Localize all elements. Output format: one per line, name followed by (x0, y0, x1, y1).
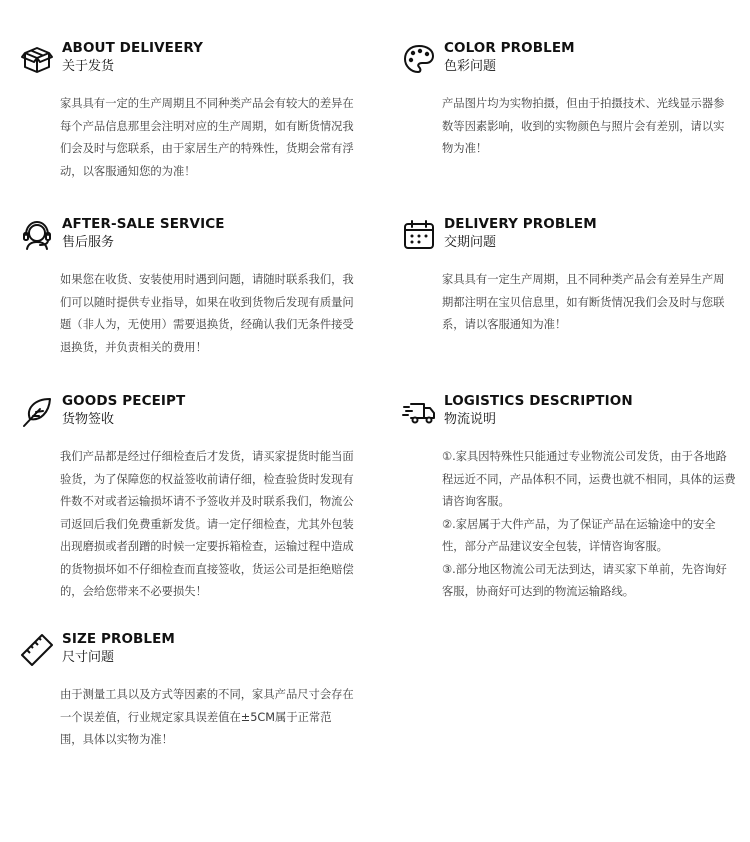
section-body (442, 446, 736, 604)
section-title-en: DELIVERY PROBLEM (444, 216, 597, 232)
section-title-zh: 物流说明 (444, 412, 497, 427)
section-title-zh: 交期问题 (444, 235, 497, 250)
palette-icon (402, 42, 436, 76)
list-item: ②.家居属于大件产品，为了保证产品在运输途中的安全性，部分产品建议安全包装，详情咨询客服。 (442, 517, 716, 553)
section-title-en: GOODS PECEIPT (62, 393, 186, 409)
section-title-en: AFTER-SALE SERVICE (62, 216, 225, 232)
section-title-zh: 尺寸问题 (62, 650, 115, 665)
section-title-en: COLOR PROBLEM (444, 40, 575, 56)
list-item: ③.部分地区物流公司无法到达，请买家下单前，先咨询好客服，协商好可达到的物流运输路线。 (442, 562, 727, 598)
section-title-zh: 色彩问题 (444, 59, 497, 74)
section-delivery (20, 40, 360, 183)
section-body: 家具具有一定生产周期，且不同种类产品会有差异生产周期都注明在宝贝信息里，如有断货情况我们会及时与您联系，请以客服通知为准！ (442, 273, 725, 331)
section-logistics (402, 393, 738, 604)
section-delivery-problem (402, 216, 738, 337)
section-size (20, 631, 360, 752)
section-title-en: SIZE PROBLEM (62, 631, 175, 647)
section-title-zh: 关于发货 (62, 59, 115, 74)
list-item: ①.家具因特殊性只能通过专业物流公司发货，由于各地路程远近不同，产品体积不同，运费也就不相同，具体的运费请咨询客服。 (442, 450, 736, 508)
section-title-zh: 售后服务 (62, 235, 115, 250)
ruler-icon (20, 633, 54, 667)
section-body: 如果您在收货、安装使用时遇到问题，请随时联系我们，我们可以随时提供专业指导，如果在收到货物后发现有质量问题（非人为，无使用）需要退换货，经确认我们无条件接受退换货，并负责相关的费用！ (60, 273, 354, 354)
headset-icon (20, 218, 54, 252)
section-goods (20, 393, 365, 604)
box-icon (20, 42, 54, 76)
section-aftersale (20, 216, 360, 359)
calendar-icon (402, 218, 436, 252)
section-body: 我们产品都是经过仔细检查后才发货，请买家提货时能当面验货，为了保障您的权益签收前请仔细，检查验货时发现有件数不对或者运输损坏请不予签收并及时联系我们，物流公司返回后我们免费重新发货。请一定仔细检查，尤其外包装出现磨损或者刮蹭的时候一定要拆箱检查，运输过程中造成的货物损坏如不仔细检查而直接签收，货运公司是拒绝赔偿的，会给您带来不必要损失！ (60, 450, 354, 598)
section-title-zh: 货物签收 (62, 412, 115, 427)
feather-icon (20, 395, 54, 429)
section-body: 由于测量工具以及方式等因素的不同，家具产品尺寸会存在一个误差值，行业规定家具误差值在±5CM属于正常范围，具体以实物为准！ (60, 688, 354, 746)
section-body: 产品图片均为实物拍摄，但由于拍摄技术、光线显示器参数等因素影响，收到的实物颜色与照片会有差别，请以实物为准！ (442, 97, 725, 155)
truck-icon (402, 395, 436, 429)
section-color (402, 40, 738, 161)
section-title-en: ABOUT DELIVEERY (62, 40, 203, 56)
section-body: 家具具有一定的生产周期且不同种类产品会有较大的差异在每个产品信息那里会注明对应的生产周期，如有断货情况我们会及时与您联系，由于家居生产的特殊性，货期会常有浮动，以客服通知您的为准！ (60, 97, 354, 178)
section-title-en: LOGISTICS DESCRIPTION (444, 393, 633, 409)
